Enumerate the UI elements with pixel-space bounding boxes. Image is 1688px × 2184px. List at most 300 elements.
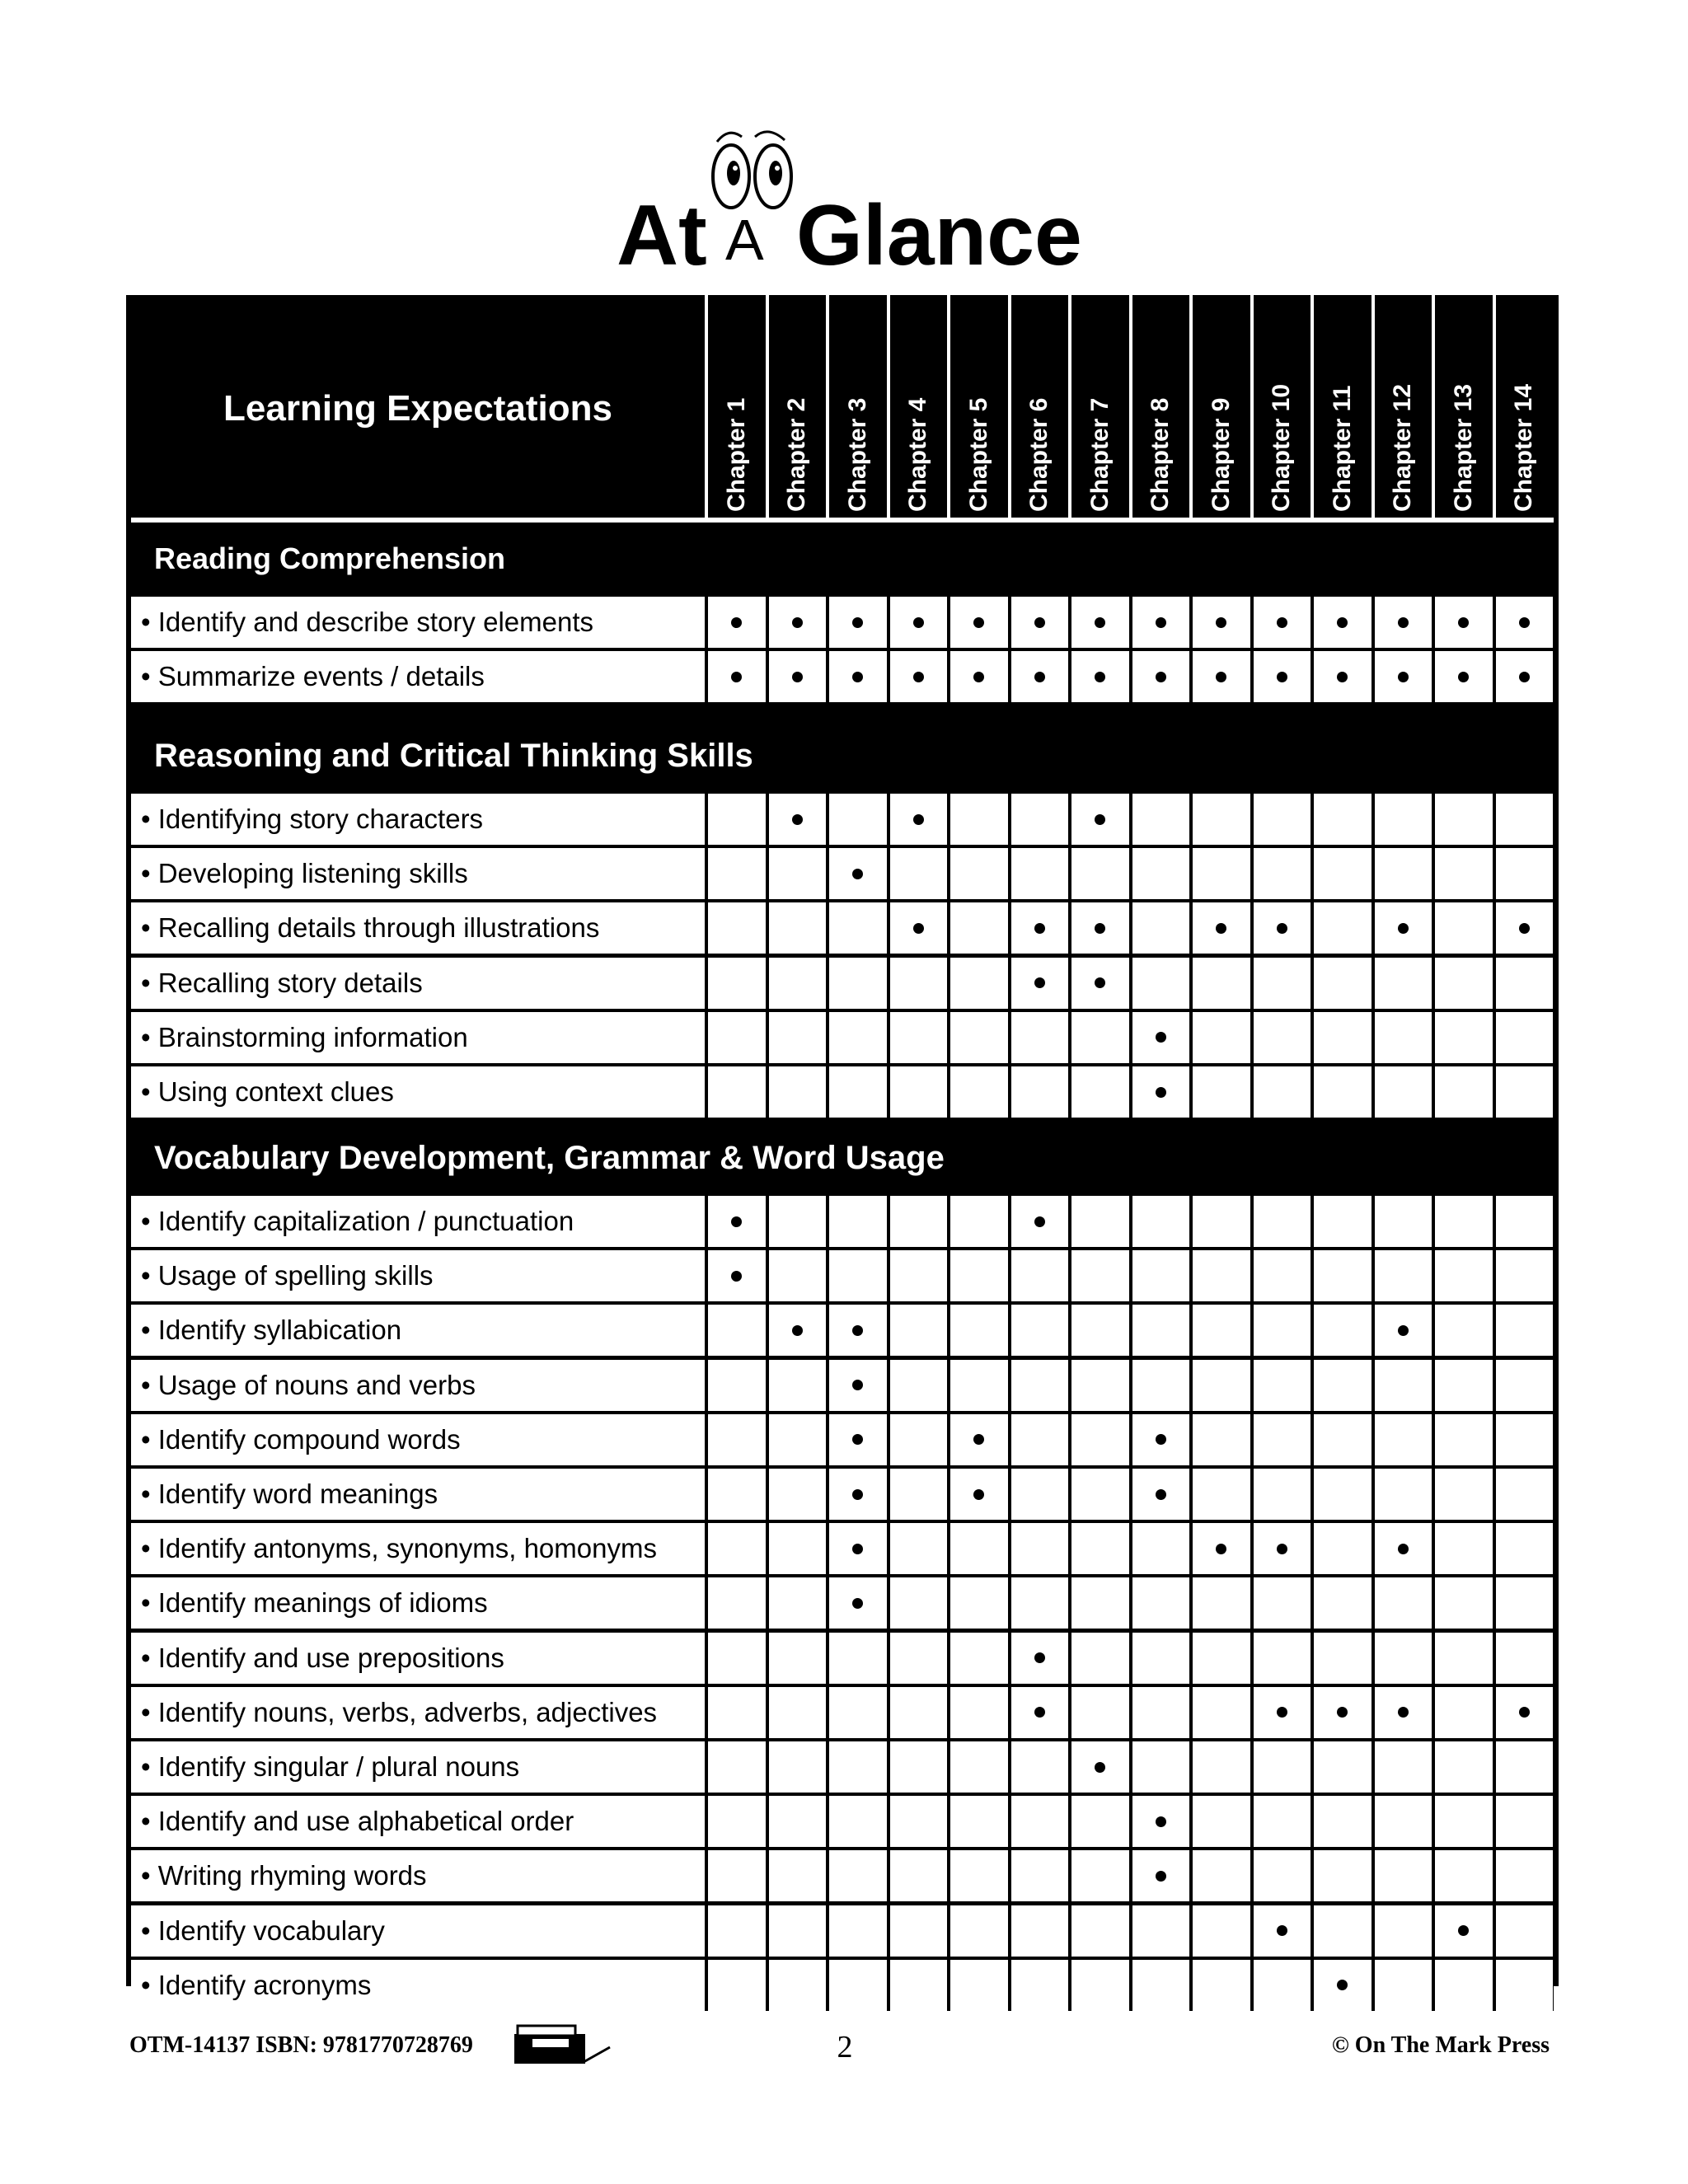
page-footer <box>0 2032 1688 2082</box>
chapter-cell <box>1071 1360 1129 1411</box>
chapter-header <box>1129 295 1190 518</box>
chapter-cell <box>1375 1196 1432 1247</box>
chapter-cell <box>1496 1196 1554 1247</box>
chapter-cell <box>1496 1469 1554 1520</box>
chapter-header <box>1311 295 1372 518</box>
chapter-cell <box>1496 848 1554 899</box>
chapter-cell <box>769 1012 827 1063</box>
chapter-cell <box>1011 958 1069 1009</box>
chapter-cell <box>1314 902 1372 954</box>
chapter-cell <box>1496 1066 1554 1118</box>
table-row <box>131 1523 1554 1574</box>
bullet-mark <box>1034 617 1045 628</box>
copier-icon <box>513 2022 612 2067</box>
chapter-header <box>1432 295 1493 518</box>
chapter-cell <box>769 1687 827 1738</box>
chapter-cell <box>950 1796 1008 1847</box>
title-glance: Glance <box>796 188 1082 284</box>
chapter-cell <box>1496 1577 1554 1629</box>
expectation-label: • Brainstorming information <box>131 1012 705 1063</box>
chapter-cell <box>1375 1905 1432 1957</box>
chapter-cell <box>950 1012 1008 1063</box>
bullet-mark <box>1519 617 1530 628</box>
chapter-cell <box>1496 1741 1554 1793</box>
chapter-cell <box>1132 848 1190 899</box>
chapter-cell <box>950 1850 1008 1901</box>
bullet-mark <box>731 617 742 628</box>
chapter-cell <box>890 1414 948 1465</box>
chapter-header <box>1372 295 1432 518</box>
chapter-cell <box>1071 1196 1129 1247</box>
bullet-mark <box>1156 1434 1166 1445</box>
chapter-label: Chapter 3 <box>843 397 871 512</box>
bullet-mark <box>1095 1762 1105 1773</box>
chapter-cell <box>1132 902 1190 954</box>
bullet-mark <box>913 617 924 628</box>
chapter-cell <box>1071 1414 1129 1465</box>
chapter-cell <box>1193 848 1250 899</box>
chapter-cell <box>890 1577 948 1629</box>
chapter-cell <box>1375 1523 1432 1574</box>
chapter-cell <box>1193 1577 1250 1629</box>
bullet-mark <box>1277 617 1287 628</box>
chapter-cell <box>1193 1250 1250 1301</box>
chapter-cell <box>1132 1012 1190 1063</box>
chapter-cell <box>829 902 887 954</box>
chapter-cell <box>1132 651 1190 702</box>
chapter-cell <box>1496 1360 1554 1411</box>
bullet-mark <box>913 672 924 682</box>
chapter-cell <box>1496 597 1554 648</box>
chapter-cell <box>1071 1741 1129 1793</box>
chapter-cell <box>950 1633 1008 1684</box>
chapter-cell <box>1071 1250 1129 1301</box>
chapter-cell <box>1011 1305 1069 1356</box>
chapter-cell <box>950 958 1008 1009</box>
chapter-cell <box>1254 958 1311 1009</box>
chapter-cell <box>1071 958 1129 1009</box>
chapter-cell <box>769 1066 827 1118</box>
chapter-cell <box>1193 1633 1250 1684</box>
chapter-cell <box>1496 902 1554 954</box>
chapter-cell <box>1011 651 1069 702</box>
bullet-mark <box>792 617 803 628</box>
chapter-cell <box>1435 848 1493 899</box>
chapter-cell <box>1314 1469 1372 1520</box>
bullet-mark <box>852 617 863 628</box>
chapter-cell <box>1375 1360 1432 1411</box>
expectation-label: • Identify meanings of idioms <box>131 1577 705 1629</box>
bullet-mark <box>1156 1032 1166 1043</box>
bullet-mark <box>792 1325 803 1336</box>
chapter-cell <box>890 1741 948 1793</box>
bullet-mark <box>1519 923 1530 934</box>
chapter-cell <box>829 1687 887 1738</box>
bullet-mark <box>852 1380 863 1390</box>
chapter-cell <box>1314 1796 1372 1847</box>
chapter-cell <box>890 1305 948 1356</box>
table-row <box>131 1960 1554 2011</box>
chapter-header <box>1068 295 1129 518</box>
table-row <box>131 651 1554 702</box>
chapter-cell <box>1011 1414 1069 1465</box>
chapter-cell <box>708 958 766 1009</box>
chapter-cell <box>1314 1012 1372 1063</box>
bullet-mark <box>973 1489 984 1500</box>
expectation-label: • Identify and use alphabetical order <box>131 1796 705 1847</box>
chapter-cell <box>950 1250 1008 1301</box>
page-number: 2 <box>837 2030 853 2064</box>
bullet-mark <box>1337 1980 1348 1990</box>
expectation-label: • Identifying story characters <box>131 794 705 845</box>
chapter-cell <box>1496 1905 1554 1957</box>
chapter-cell <box>1314 597 1372 648</box>
expectation-label: • Identify and use prepositions <box>131 1633 705 1684</box>
bullet-mark <box>1216 1544 1226 1554</box>
chapter-cell <box>1254 1469 1311 1520</box>
chapter-cell <box>1375 651 1432 702</box>
section-heading: Reasoning and Critical Thinking Skills <box>126 719 1559 792</box>
chapter-cell <box>1435 651 1493 702</box>
chapter-cell <box>890 1469 948 1520</box>
chapter-cell <box>1496 958 1554 1009</box>
chapter-label: Chapter 6 <box>1025 397 1053 512</box>
chapter-cell <box>829 651 887 702</box>
chapter-cell <box>1132 1960 1190 2011</box>
chapter-label: Chapter 1 <box>722 397 750 512</box>
chapter-cell <box>890 1196 948 1247</box>
bullet-mark <box>1216 923 1226 934</box>
chapter-cell <box>1011 1633 1069 1684</box>
bullet-mark <box>1277 1925 1287 1936</box>
chapter-cell <box>1375 1687 1432 1738</box>
learning-expectations-heading: Learning Expectations <box>223 387 612 429</box>
bullet-mark <box>1034 672 1045 682</box>
chapter-cell <box>1132 1633 1190 1684</box>
chapter-cell <box>1496 794 1554 845</box>
chapter-cell <box>1314 958 1372 1009</box>
chapter-cell <box>890 1687 948 1738</box>
chapter-cell <box>1314 1633 1372 1684</box>
chapter-cell <box>950 1360 1008 1411</box>
chapter-cell <box>1375 958 1432 1009</box>
table-row <box>131 902 1554 954</box>
section-heading: Reading Comprehension <box>126 523 1559 595</box>
chapter-cell <box>708 1066 766 1118</box>
chapter-cell <box>1496 1305 1554 1356</box>
chapter-cell <box>708 1523 766 1574</box>
at-a-glance-table <box>126 295 1559 2000</box>
chapter-cell <box>1435 1687 1493 1738</box>
bullet-mark <box>852 672 863 682</box>
chapter-cell <box>1496 1850 1554 1901</box>
chapter-cell <box>1193 1523 1250 1574</box>
chapter-cell <box>1254 1523 1311 1574</box>
chapter-cell <box>1375 1066 1432 1118</box>
bullet-mark <box>731 672 742 682</box>
chapter-cell <box>829 958 887 1009</box>
chapter-cell <box>708 1796 766 1847</box>
bullet-mark <box>1398 672 1409 682</box>
chapter-cell <box>1375 1850 1432 1901</box>
bullet-mark <box>1034 1652 1045 1663</box>
chapter-cell <box>1132 1741 1190 1793</box>
chapter-cell <box>1375 794 1432 845</box>
chapter-cell <box>708 1633 766 1684</box>
chapter-cell <box>890 848 948 899</box>
chapter-cell <box>829 1796 887 1847</box>
chapter-cell <box>829 1741 887 1793</box>
bullet-mark <box>852 1325 863 1336</box>
bullet-mark <box>852 1489 863 1500</box>
bullet-mark <box>1337 617 1348 628</box>
expectation-label: • Developing listening skills <box>131 848 705 899</box>
table-header <box>126 295 1559 522</box>
chapter-cell <box>769 1633 827 1684</box>
chapter-cell <box>1193 1066 1250 1118</box>
chapter-cell <box>829 1360 887 1411</box>
chapter-cell <box>1435 1012 1493 1063</box>
chapter-cell <box>1314 794 1372 845</box>
chapter-cell <box>1314 1196 1372 1247</box>
chapter-cell <box>1132 794 1190 845</box>
bullet-mark <box>1216 672 1226 682</box>
table-row <box>131 1796 1554 1847</box>
chapter-cell <box>950 1469 1008 1520</box>
chapter-cell <box>1193 1414 1250 1465</box>
chapter-cell <box>1314 1960 1372 2011</box>
expectation-label: • Identify and describe story elements <box>131 597 705 648</box>
chapter-cell <box>769 902 827 954</box>
chapter-cell <box>1011 1250 1069 1301</box>
chapter-label: Chapter 11 <box>1328 385 1356 512</box>
chapter-label: Chapter 9 <box>1207 397 1235 512</box>
chapter-cell <box>890 1905 948 1957</box>
bullet-mark <box>1156 1489 1166 1500</box>
chapter-cell <box>1435 1796 1493 1847</box>
chapter-cell <box>1254 1850 1311 1901</box>
chapter-cell <box>1011 1360 1069 1411</box>
chapter-header <box>1250 295 1311 518</box>
chapter-cell <box>950 1066 1008 1118</box>
chapter-cell <box>950 794 1008 845</box>
chapter-cell <box>1375 1960 1432 2011</box>
chapter-cell <box>950 1687 1008 1738</box>
chapter-cell <box>950 1960 1008 2011</box>
chapter-cell <box>950 651 1008 702</box>
chapter-label: Chapter 4 <box>904 397 932 512</box>
chapter-cell <box>708 1305 766 1356</box>
chapter-cell <box>1254 1414 1311 1465</box>
chapter-cell <box>1314 1687 1372 1738</box>
chapter-cell <box>1011 1741 1069 1793</box>
chapter-header <box>1189 295 1250 518</box>
expectation-label: • Identify capitalization / punctuation <box>131 1196 705 1247</box>
chapter-cell <box>1254 1633 1311 1684</box>
expectation-label: • Recalling details through illustrations <box>131 902 705 954</box>
chapter-cell <box>829 848 887 899</box>
bullet-mark <box>1277 1707 1287 1718</box>
bullet-mark <box>1277 1544 1287 1554</box>
title-a: A <box>725 208 764 272</box>
chapter-cell <box>1011 1196 1069 1247</box>
bullet-mark <box>1519 1707 1530 1718</box>
bullet-mark <box>1095 617 1105 628</box>
chapter-cell <box>829 1469 887 1520</box>
chapter-cell <box>1071 1523 1129 1574</box>
bullet-mark <box>852 1544 863 1554</box>
chapter-cell <box>950 848 1008 899</box>
chapter-cell <box>1011 597 1069 648</box>
bullet-mark <box>852 1434 863 1445</box>
chapter-cell <box>1435 1741 1493 1793</box>
chapter-cell <box>829 1305 887 1356</box>
expectation-label: • Writing rhyming words <box>131 1850 705 1901</box>
table-row <box>131 1414 1554 1465</box>
chapter-cell <box>829 1960 887 2011</box>
chapter-cell <box>1193 902 1250 954</box>
chapter-label: Chapter 14 <box>1510 383 1538 512</box>
bullet-mark <box>973 1434 984 1445</box>
bullet-mark <box>1156 1087 1166 1098</box>
chapter-cell <box>1132 1360 1190 1411</box>
chapter-cell <box>1193 1960 1250 2011</box>
chapter-cell <box>708 1905 766 1957</box>
chapter-cell <box>950 1741 1008 1793</box>
chapter-cell <box>890 794 948 845</box>
table-row <box>131 1012 1554 1063</box>
chapter-cell <box>1375 1250 1432 1301</box>
chapter-cell <box>708 848 766 899</box>
expectation-label: • Identify acronyms <box>131 1960 705 2011</box>
chapter-cell <box>1193 1741 1250 1793</box>
bullet-mark <box>852 1598 863 1609</box>
chapter-cell <box>890 1012 948 1063</box>
chapter-cell <box>950 1305 1008 1356</box>
chapter-cell <box>1071 1850 1129 1901</box>
chapter-cell <box>769 848 827 899</box>
chapter-header <box>947 295 1008 518</box>
chapter-cell <box>1011 1905 1069 1957</box>
chapter-cell <box>890 1250 948 1301</box>
chapter-cell <box>708 794 766 845</box>
chapter-cell <box>1071 1012 1129 1063</box>
chapter-cell <box>1011 1066 1069 1118</box>
chapter-label: Chapter 5 <box>964 397 992 512</box>
bullet-mark <box>1156 1871 1166 1882</box>
chapter-cell <box>1435 902 1493 954</box>
chapter-cell <box>1132 1250 1190 1301</box>
chapter-cell <box>890 1633 948 1684</box>
chapter-cell <box>1435 958 1493 1009</box>
chapter-cell <box>1496 1687 1554 1738</box>
footer-code: OTM-14137 ISBN: 9781770728769 <box>129 2032 473 2058</box>
chapter-cell <box>1435 1577 1493 1629</box>
chapter-cell <box>1193 1469 1250 1520</box>
chapter-cell <box>1132 1469 1190 1520</box>
bullet-mark <box>1277 923 1287 934</box>
chapter-cell <box>1193 958 1250 1009</box>
chapter-cell <box>1435 1250 1493 1301</box>
bullet-mark <box>1095 672 1105 682</box>
chapter-cell <box>890 1066 948 1118</box>
chapter-cell <box>1071 1687 1129 1738</box>
table-row <box>131 1905 1554 1957</box>
chapter-cell <box>708 1414 766 1465</box>
expectation-label: • Identify nouns, verbs, adverbs, adjectives <box>131 1687 705 1738</box>
chapter-cell <box>1435 1360 1493 1411</box>
chapter-cell <box>1254 848 1311 899</box>
chapter-cell <box>708 902 766 954</box>
chapter-cell <box>1011 1850 1069 1901</box>
chapter-cell <box>1193 1687 1250 1738</box>
title-at: At <box>617 188 707 284</box>
chapter-cell <box>769 1960 827 2011</box>
chapter-cell <box>950 1905 1008 1957</box>
chapter-cell <box>708 1850 766 1901</box>
chapter-cell <box>1193 1196 1250 1247</box>
chapter-label: Chapter 2 <box>783 397 811 512</box>
chapter-cell <box>1011 794 1069 845</box>
chapter-cell <box>1314 1305 1372 1356</box>
bullet-mark <box>1095 977 1105 988</box>
chapter-cell <box>950 1196 1008 1247</box>
chapter-cell <box>1496 1960 1554 2011</box>
table-row <box>131 1577 1554 1629</box>
chapter-cell <box>890 958 948 1009</box>
chapter-cell <box>1011 1012 1069 1063</box>
table-row <box>131 1066 1554 1118</box>
chapter-cell <box>1375 1414 1432 1465</box>
cartoon-eyes-icon <box>709 122 799 221</box>
chapter-cell <box>1496 1523 1554 1574</box>
chapter-cell <box>950 597 1008 648</box>
chapter-cell <box>1193 597 1250 648</box>
chapter-cell <box>769 1796 827 1847</box>
expectation-label: • Using context clues <box>131 1066 705 1118</box>
chapter-cell <box>1071 1577 1129 1629</box>
table-row <box>131 958 1554 1009</box>
chapter-cell <box>1254 1960 1311 2011</box>
chapter-label: Chapter 13 <box>1449 383 1477 512</box>
bullet-mark <box>1156 672 1166 682</box>
bullet-mark <box>1398 923 1409 934</box>
chapter-cell <box>1254 794 1311 845</box>
expectation-label: • Identify antonyms, synonyms, homonyms <box>131 1523 705 1574</box>
table-row <box>131 1633 1554 1684</box>
bullet-mark <box>1095 923 1105 934</box>
chapter-cell <box>1071 1960 1129 2011</box>
bullet-mark <box>1519 672 1530 682</box>
chapter-cell <box>1132 1523 1190 1574</box>
expectation-label: • Identify vocabulary <box>131 1905 705 1957</box>
table-row <box>131 1469 1554 1520</box>
chapter-cell <box>1496 1633 1554 1684</box>
chapter-cell <box>1193 1850 1250 1901</box>
chapter-cell <box>708 1469 766 1520</box>
chapter-cell <box>708 1960 766 2011</box>
bullet-mark <box>1034 1216 1045 1227</box>
bullet-mark <box>1458 1925 1469 1936</box>
bullet-mark <box>1458 617 1469 628</box>
chapter-header <box>1493 295 1554 518</box>
page-title <box>0 114 1688 284</box>
chapter-cell <box>1314 848 1372 899</box>
chapter-cell <box>1254 1577 1311 1629</box>
chapter-cell <box>890 651 948 702</box>
table-row <box>131 1196 1554 1247</box>
chapter-cell <box>829 1905 887 1957</box>
